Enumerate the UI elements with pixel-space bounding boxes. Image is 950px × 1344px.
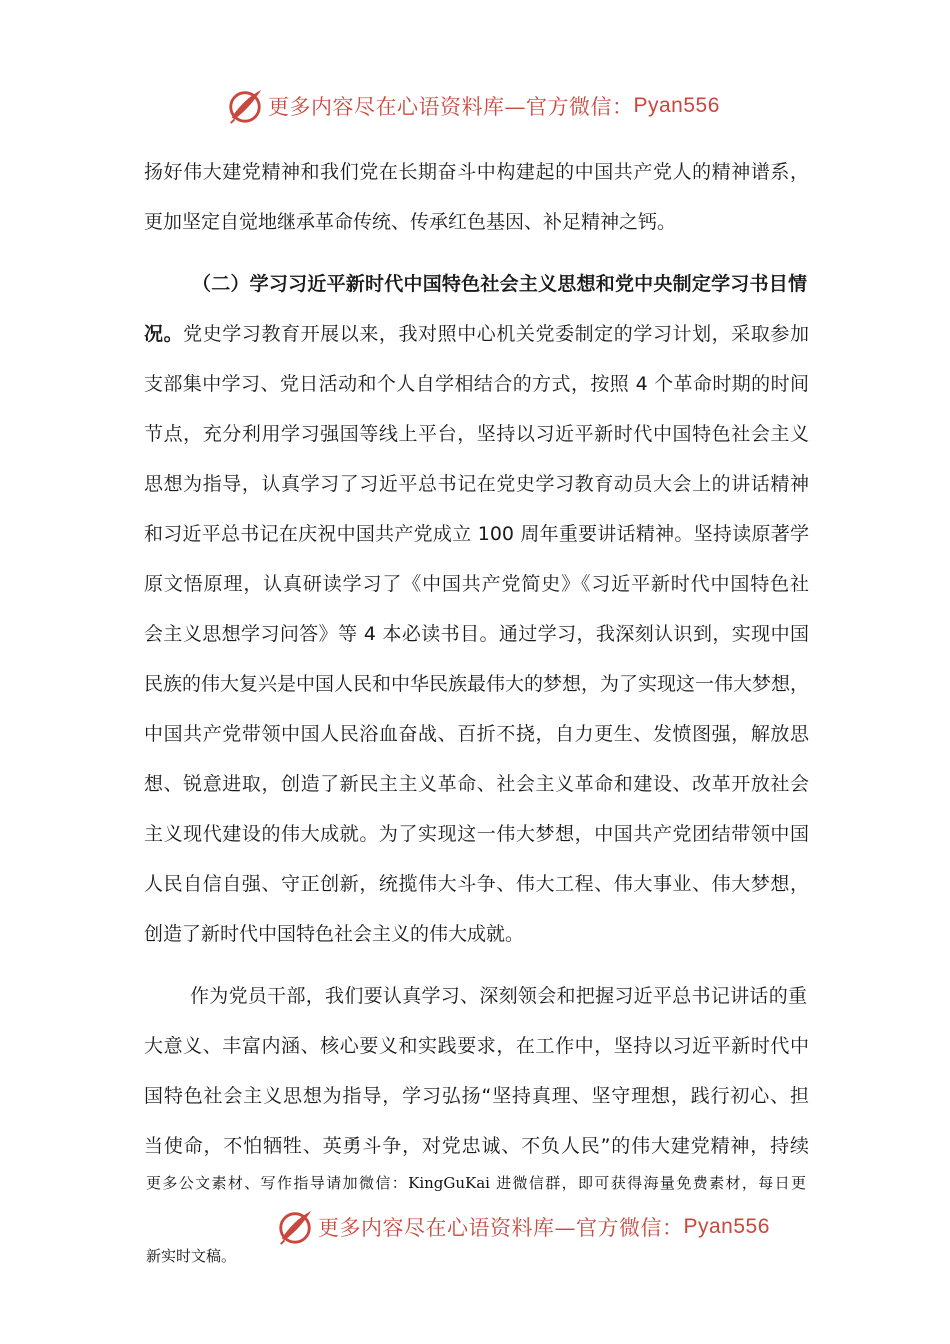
body-text-line: 主义现代建设的伟大成就。为了实现这一伟大梦想，中国共产党团结带领中国 [144,823,809,845]
body-text-line: 国特色社会主义思想为指导，学习弘扬“坚持真理、坚守理想，践行初心、担 [144,1085,809,1107]
body-text-line: 想、锐意进取，创造了新民主主义革命、社会主义革命和建设、改革开放社会 [144,773,809,795]
footer-note-line: 新实时文稿。 [146,1247,237,1265]
body-text-line: 支部集中学习、党日活动和个人自学相结合的方式，按照 4 个革命时期的时间 [144,373,809,395]
header-banner [226,84,720,128]
footer-banner [276,1205,770,1249]
body-text-line: 大意义、丰富内涵、核心要义和实践要求，在工作中，坚持以习近平新时代中 [144,1035,809,1057]
body-text-line: 民族的伟大复兴是中国人民和中华民族最伟大的梦想，为了实现这一伟大梦想， [144,673,810,695]
banner-wechat-id: Pyan556 [683,1215,770,1238]
body-text-line: 更加坚定自觉地继承革命传统、传承红色基因、补足精神之钙。 [144,211,677,233]
body-text-line: 会主义思想学习问答》等 4 本必读书目。通过学习，我深刻认识到，实现中国 [144,623,809,645]
body-text-line: 作为党员干部，我们要认真学习、深刻领会和把握习近平总书记讲话的重 [190,985,807,1007]
banner-text: 更多内容尽在心语资料库—官方微信： [268,95,634,119]
quill-logo-icon [276,1208,314,1246]
body-text-line: 况。党史学习教育开展以来，我对照中心机关党委制定的学习计划，采取参加 [144,323,809,345]
body-text-line: 当使命，不怕牺牲、英勇斗争，对党忠诚、不负人民”的伟大建党精神，持续 [144,1135,809,1157]
section-heading: （二）学习习近平新时代中国特色社会主义思想和党中央制定学习书目情 [192,273,807,295]
body-text-line: 原文悟原理，认真研读学习了《中国共产党简史》《习近平新时代中国特色社 [144,573,809,595]
body-text-line: 人民自信自强、守正创新，统揽伟大斗争、伟大工程、伟大事业、伟大梦想， [144,873,809,895]
quill-logo-icon [226,87,264,125]
body-text-line: 中国共产党带领中国人民浴血奋战、百折不挠，自力更生、发愤图强，解放思 [144,723,809,745]
body-text-line: 节点，充分利用学习强国等线上平台，坚持以习近平新时代中国特色社会主义 [144,423,809,445]
body-text-line: 创造了新时代中国特色社会主义的伟大成就。 [144,923,525,945]
banner-text: 更多内容尽在心语资料库—官方微信： [318,1216,684,1240]
body-text-line: 思想为指导，认真学习了习近平总书记在党史学习教育动员大会上的讲话精神 [144,473,809,495]
body-text-line: 和习近平总书记在庆祝中国共产党成立 100 周年重要讲话精神。坚持读原著学 [144,523,809,545]
section-heading-tail: 况。 [144,323,184,345]
footer-note-line: 更多公文素材、写作指导请加微信：KingGuKai 进微信群，即可获得海量免费素材，每日更 [146,1174,806,1192]
body-text-line: 扬好伟大建党精神和我们党在长期奋斗中构建起的中国共产党人的精神谱系， [144,161,809,183]
banner-wechat-id: Pyan556 [633,94,720,117]
